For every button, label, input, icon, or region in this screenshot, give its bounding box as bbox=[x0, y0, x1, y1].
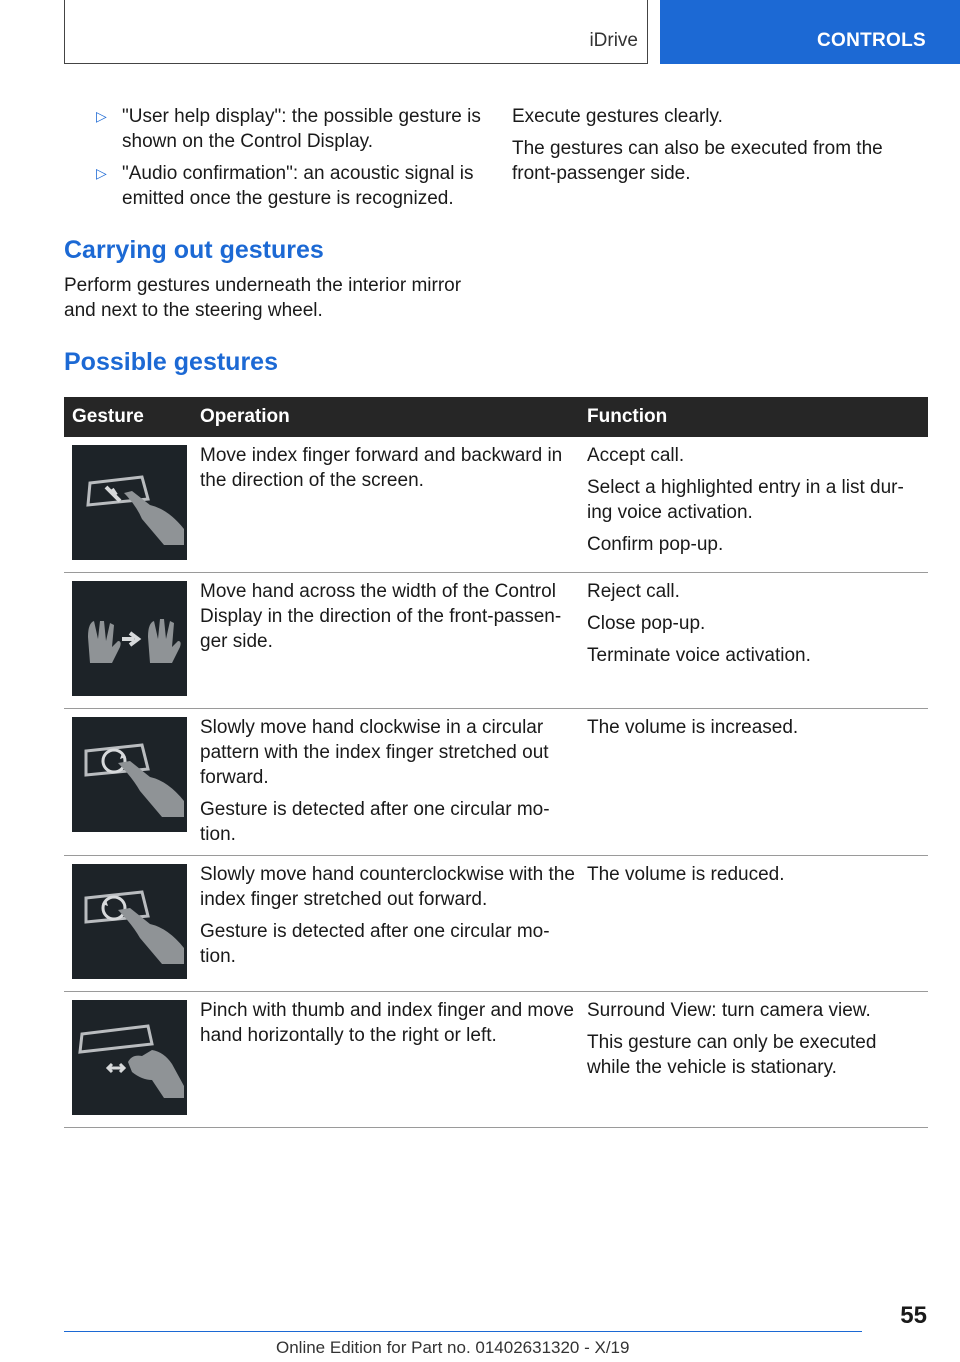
table-row bbox=[64, 709, 928, 856]
paragraph: Execute gestures clearly. bbox=[512, 106, 723, 127]
column-header-gesture: Gesture bbox=[72, 406, 144, 427]
pinch-move-icon bbox=[72, 1000, 187, 1115]
function-text: Close pop-up. bbox=[587, 613, 706, 634]
table-row bbox=[64, 573, 928, 709]
hand-swipe-icon bbox=[72, 581, 187, 696]
footer-text: Online Edition for Part no. 01402631320 - X/19 bbox=[276, 1338, 630, 1357]
triangle-bullet-icon: ▷ bbox=[96, 108, 107, 124]
column-header-function: Function bbox=[587, 406, 668, 427]
function-text: Reject call. bbox=[587, 581, 680, 602]
function-text: The volume is increased. bbox=[587, 717, 799, 738]
function-text: Confirm pop-up. bbox=[587, 534, 724, 555]
function-text: Surround View: turn camera view. bbox=[587, 1000, 871, 1021]
heading-carrying-out-gestures: Carrying out gestures bbox=[64, 236, 324, 264]
operation-text: Pinch with thumb and index finger and move hand horizontally to the right or left. bbox=[200, 1000, 574, 1046]
chapter-title: CONTROLS bbox=[816, 30, 926, 51]
operation-text: Slowly move hand clockwise in a circular pattern with the index finger stretched out forward. bbox=[200, 717, 549, 788]
paragraph: The gestures can also be executed from the front-passenger side. bbox=[512, 138, 883, 184]
gestures-table bbox=[64, 397, 928, 1128]
circle-counterclockwise-icon bbox=[72, 864, 187, 979]
function-text: Accept call. bbox=[587, 445, 685, 466]
list-item-text: "User help display": the possible gesture is shown on the Control Display. bbox=[122, 106, 481, 152]
column-header-operation: Operation bbox=[200, 406, 290, 427]
operation-text: Move index finger forward and backward in the direction of the screen. bbox=[200, 445, 563, 491]
triangle-bullet-icon: ▷ bbox=[96, 165, 107, 181]
table-row bbox=[64, 437, 928, 573]
right-column bbox=[512, 104, 902, 193]
function-text: Select a highlighted entry in a list dur-ing voice activation. bbox=[587, 477, 904, 523]
page-number: 55 bbox=[900, 1302, 927, 1329]
table-row bbox=[64, 856, 928, 992]
heading-possible-gestures: Possible gestures bbox=[64, 348, 278, 376]
index-finger-forward-backward-icon bbox=[72, 445, 187, 560]
list-item-text: "Audio confirmation": an acoustic signal is emitted once the gesture is recognized. bbox=[122, 163, 474, 209]
list-item bbox=[64, 104, 484, 154]
operation-text: Move hand across the width of the Control Display in the direction of the front-passen-ger side. bbox=[200, 581, 562, 652]
circle-clockwise-icon bbox=[72, 717, 187, 832]
header-left-box bbox=[64, 0, 648, 64]
bullet-list bbox=[64, 104, 484, 218]
section-title: iDrive bbox=[589, 30, 638, 51]
function-text: Terminate voice activation. bbox=[587, 645, 811, 666]
paragraph: Perform gestures underneath the interior mirror and next to the steering wheel. bbox=[64, 275, 462, 321]
footer-divider bbox=[64, 1331, 862, 1332]
function-text: The volume is reduced. bbox=[587, 864, 785, 885]
list-item bbox=[64, 161, 484, 211]
operation-text: Gesture is detected after one circular mo-tion. bbox=[200, 921, 550, 967]
table-row bbox=[64, 992, 928, 1128]
table-header bbox=[64, 397, 928, 437]
function-text: This gesture can only be executed while the vehicle is stationary. bbox=[587, 1032, 877, 1078]
operation-text: Gesture is detected after one circular mo-tion. bbox=[200, 799, 550, 845]
operation-text: Slowly move hand counterclockwise with the index finger stretched out forward. bbox=[200, 864, 575, 910]
chapter-tab bbox=[660, 0, 960, 64]
